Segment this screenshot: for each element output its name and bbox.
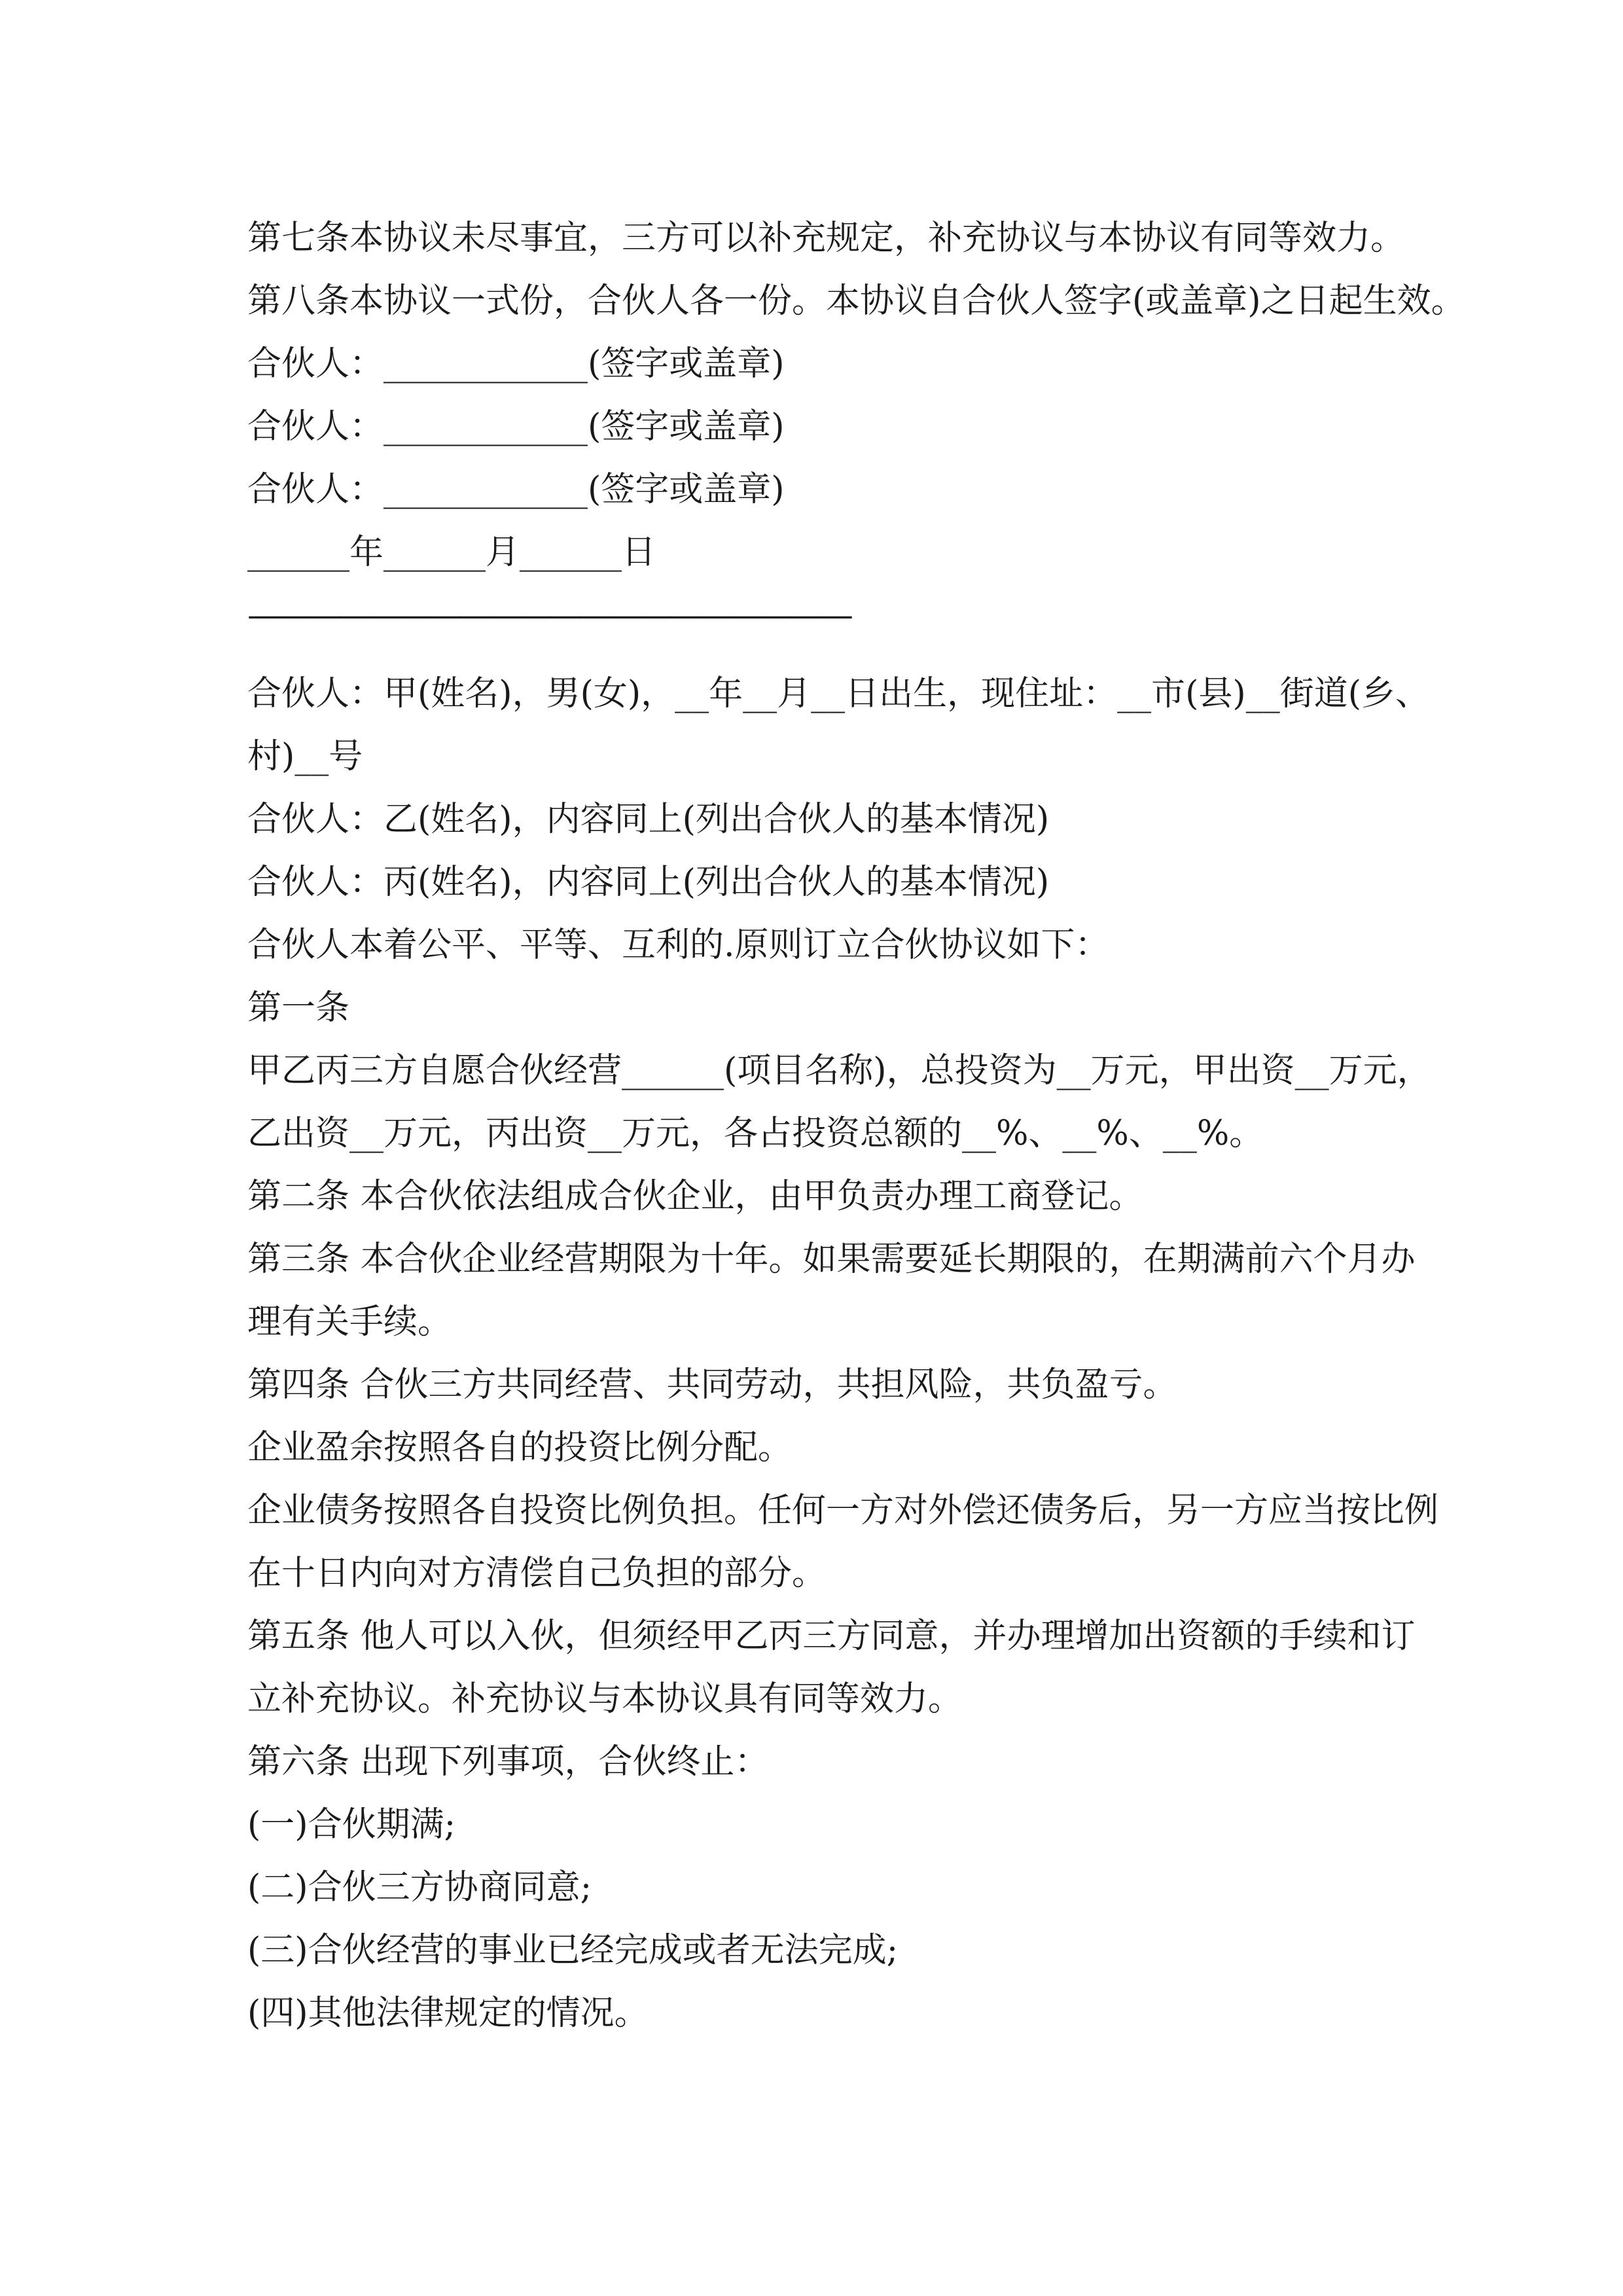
document-body xyxy=(247,207,1465,2045)
preamble: 合伙人本着公平、平等、互利的.原则订立合伙协议如下： xyxy=(247,925,1109,965)
article-5: 第五条 他人可以入伙，但须经甲乙丙三方同意，并办理增加出资额的手续和订 xyxy=(247,1617,1416,1656)
article-6-item-1: (一)合伙期满; xyxy=(247,1805,456,1844)
article-4: 第四条 合伙三方共同经营、共同劳动，共担风险，共负盈亏。 xyxy=(247,1365,1177,1405)
clause-7: 第七条本协议未尽事宜，三方可以补充规定，补充协议与本协议有同等效力。 xyxy=(247,219,1405,258)
article-5-cont: 立补充协议。补充协议与本协议具有同等效力。 xyxy=(247,1679,963,1719)
article-4-debt: 企业债务按照各自投资比例负担。任何一方对外偿还债务后，另一方应当按比例 xyxy=(247,1491,1439,1530)
signature-line-3: 合伙人：____________(签字或盖章) xyxy=(247,470,785,509)
article-1-text-cont: 乙出资__万元，丙出资__万元，各占投资总额的__%、__%、__%。 xyxy=(247,1114,1264,1153)
date-line: ______年______月______日 xyxy=(247,533,656,572)
partner-a-line-cont: 村)__号 xyxy=(247,737,363,776)
article-6: 第六条 出现下列事项，合伙终止： xyxy=(247,1742,769,1782)
article-2: 第二条 本合伙依法组成合伙企业，由甲负责办理工商登记。 xyxy=(247,1177,1143,1216)
partner-c-line: 合伙人：丙(姓名)，内容同上(列出合伙人的基本情况) xyxy=(247,863,1050,902)
article-6-item-4: (四)其他法律规定的情况。 xyxy=(247,1994,649,2033)
signature-line-1: 合伙人：____________(签字或盖章) xyxy=(247,344,785,384)
article-1-heading: 第一条 xyxy=(247,988,350,1028)
partner-b-line: 合伙人：乙(姓名)，内容同上(列出合伙人的基本情况) xyxy=(247,800,1050,839)
clause-8: 第八条本协议一式份，合伙人各一份。本协议自合伙人签字(或盖章)之日起生效。 xyxy=(247,281,1465,321)
signature-line-2: 合伙人：____________(签字或盖章) xyxy=(247,407,785,446)
section-divider: ———————————————————— xyxy=(247,596,849,635)
article-6-item-3: (三)合伙经营的事业已经完成或者无法完成; xyxy=(247,1931,899,1970)
article-1-text: 甲乙丙三方自愿合伙经营______(项目名称)，总投资为__万元，甲出资__万元， xyxy=(247,1051,1431,1090)
article-3-cont: 理有关手续。 xyxy=(247,1302,452,1342)
article-4-debt-cont: 在十日内向对方清偿自己负担的部分。 xyxy=(247,1554,827,1593)
article-3: 第三条 本合伙企业经营期限为十年。如果需要延长期限的，在期满前六个月办 xyxy=(247,1240,1416,1279)
partner-a-line: 合伙人：甲(姓名)，男(女)，__年__月__日出生，现住址：__市(县)__街道(乡、 xyxy=(247,674,1430,713)
article-6-item-2: (二)合伙三方协商同意; xyxy=(247,1868,592,1907)
article-4-profit: 企业盈余按照各自的投资比例分配。 xyxy=(247,1428,793,1467)
spacer xyxy=(247,647,1399,662)
